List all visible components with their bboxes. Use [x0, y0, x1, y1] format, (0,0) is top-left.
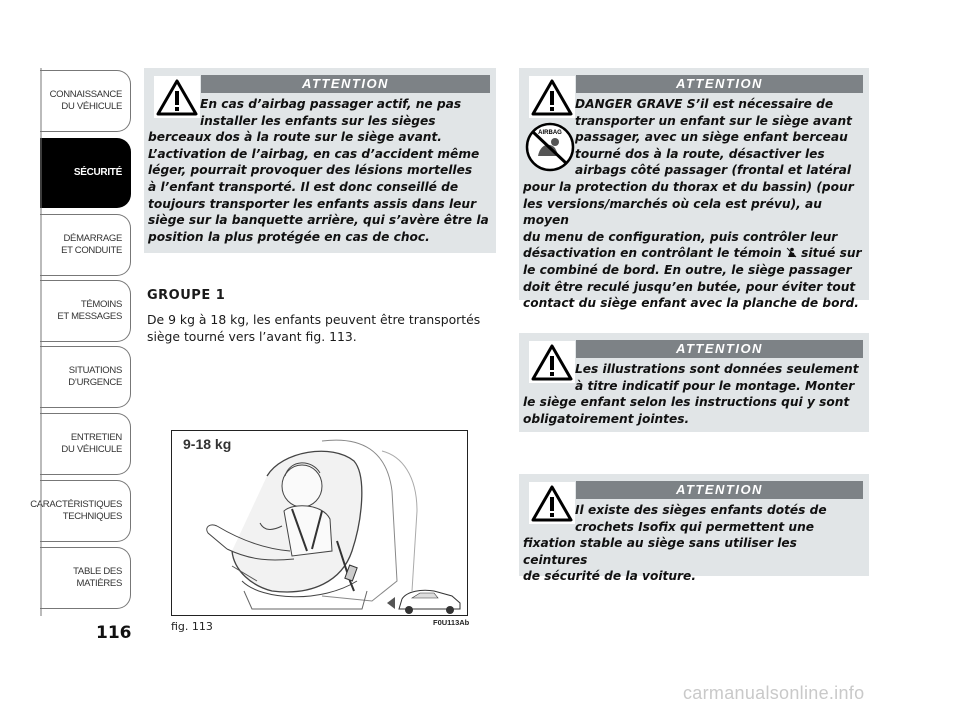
section-heading: GROUPE 1	[147, 288, 226, 303]
warning-title: ATTENTION	[576, 481, 863, 499]
tab-table-des-matieres[interactable]: TABLE DES MATIÈRES	[40, 547, 131, 609]
page-number: 116	[96, 623, 132, 643]
figure-caption: fig. 113	[171, 620, 213, 633]
warning-title: ATTENTION	[576, 75, 863, 93]
figure-weight-label: 9-18 kg	[183, 436, 232, 452]
tab-connaissance-du-vehicule[interactable]: CONNAISSANCE DU VÉHICULE	[40, 70, 131, 132]
child-seat-illustration	[172, 431, 467, 615]
watermark: carmanualsonline.info	[683, 683, 865, 703]
warning-box-illustrations	[519, 333, 869, 432]
car-direction-icon	[387, 590, 460, 614]
warning-text: En cas d’airbag passager actif, ne pas installer les enfants sur les sièges berceaux dos à la route sur le siège avant. L’activation de l’airbag, en cas d’accident même léger, pourrait provoquer des lésions mortelles à l’enfant transporté. Il est donc conseillé de toujours transporter les enfants assis dans leur siège sur la banquette arrière, qui s’avère être la position la plus protégée en cas de choc.	[148, 97, 489, 244]
warning-box-airbag-rearward	[144, 68, 496, 253]
tab-edge-line	[40, 68, 44, 616]
warning-text: Les illustrations sont données seulement à titre indicatif pour le montage. Monter le siège enfant selon les instructions qui y sont obligatoirement jointes.	[523, 362, 859, 426]
tab-temoins-et-messages[interactable]: TÉMOINS ET MESSAGES	[40, 280, 131, 342]
warning-text: Il existe des sièges enfants dotés de crochets Isofix qui permettent une fixation stable au siège sans utiliser les ceintures de sécurité de la voiture.	[523, 503, 827, 584]
tab-caracteristiques-techniques[interactable]: CARACTÉRISTIQUES TECHNIQUES	[40, 480, 131, 542]
warning-text: DANGER GRAVE S’il est nécessaire de transporter un enfant sur le siège avant passager, avec un siège enfant berceau tourné dos à la route, désactiver les airbags côté passager (frontal et latéral pour la protection du thorax et du bassin) (pour les versions/marchés où cela est prévu), au moyen du menu de configuration, puis contrôler leur désactivation en contrôlant le témoin situé sur le combiné de bord. En outre, le siège passager doit être reculé jusqu’en butée, pour éviter tout contact du siège enfant avec la planche de bord.	[523, 97, 862, 311]
tab-situations-d-urgence[interactable]: SITUATIONS D’URGENCE	[40, 346, 131, 408]
child-seat-figure	[171, 430, 468, 616]
warning-box-isofix	[519, 474, 869, 584]
tab-demarrage-et-conduite[interactable]: DÉMARRAGE ET CONDUITE	[40, 214, 131, 276]
warning-title: ATTENTION	[576, 340, 863, 358]
warning-box-danger-grave	[519, 68, 869, 311]
body-paragraph: De 9 kg à 18 kg, les enfants peuvent être transportés siège tourné vers l’avant fig. 113.	[147, 312, 481, 344]
warning-title: ATTENTION	[201, 75, 490, 93]
tab-entretien-du-vehicule[interactable]: ENTRETIEN DU VÉHICULE	[40, 413, 131, 475]
airbag-badge-text: AIRBAG	[538, 130, 562, 136]
tab-securite[interactable]: SÉCURITÉ	[40, 138, 131, 208]
airbag-off-warning-icon	[786, 247, 797, 258]
figure-code: F0U113Ab	[433, 618, 470, 627]
